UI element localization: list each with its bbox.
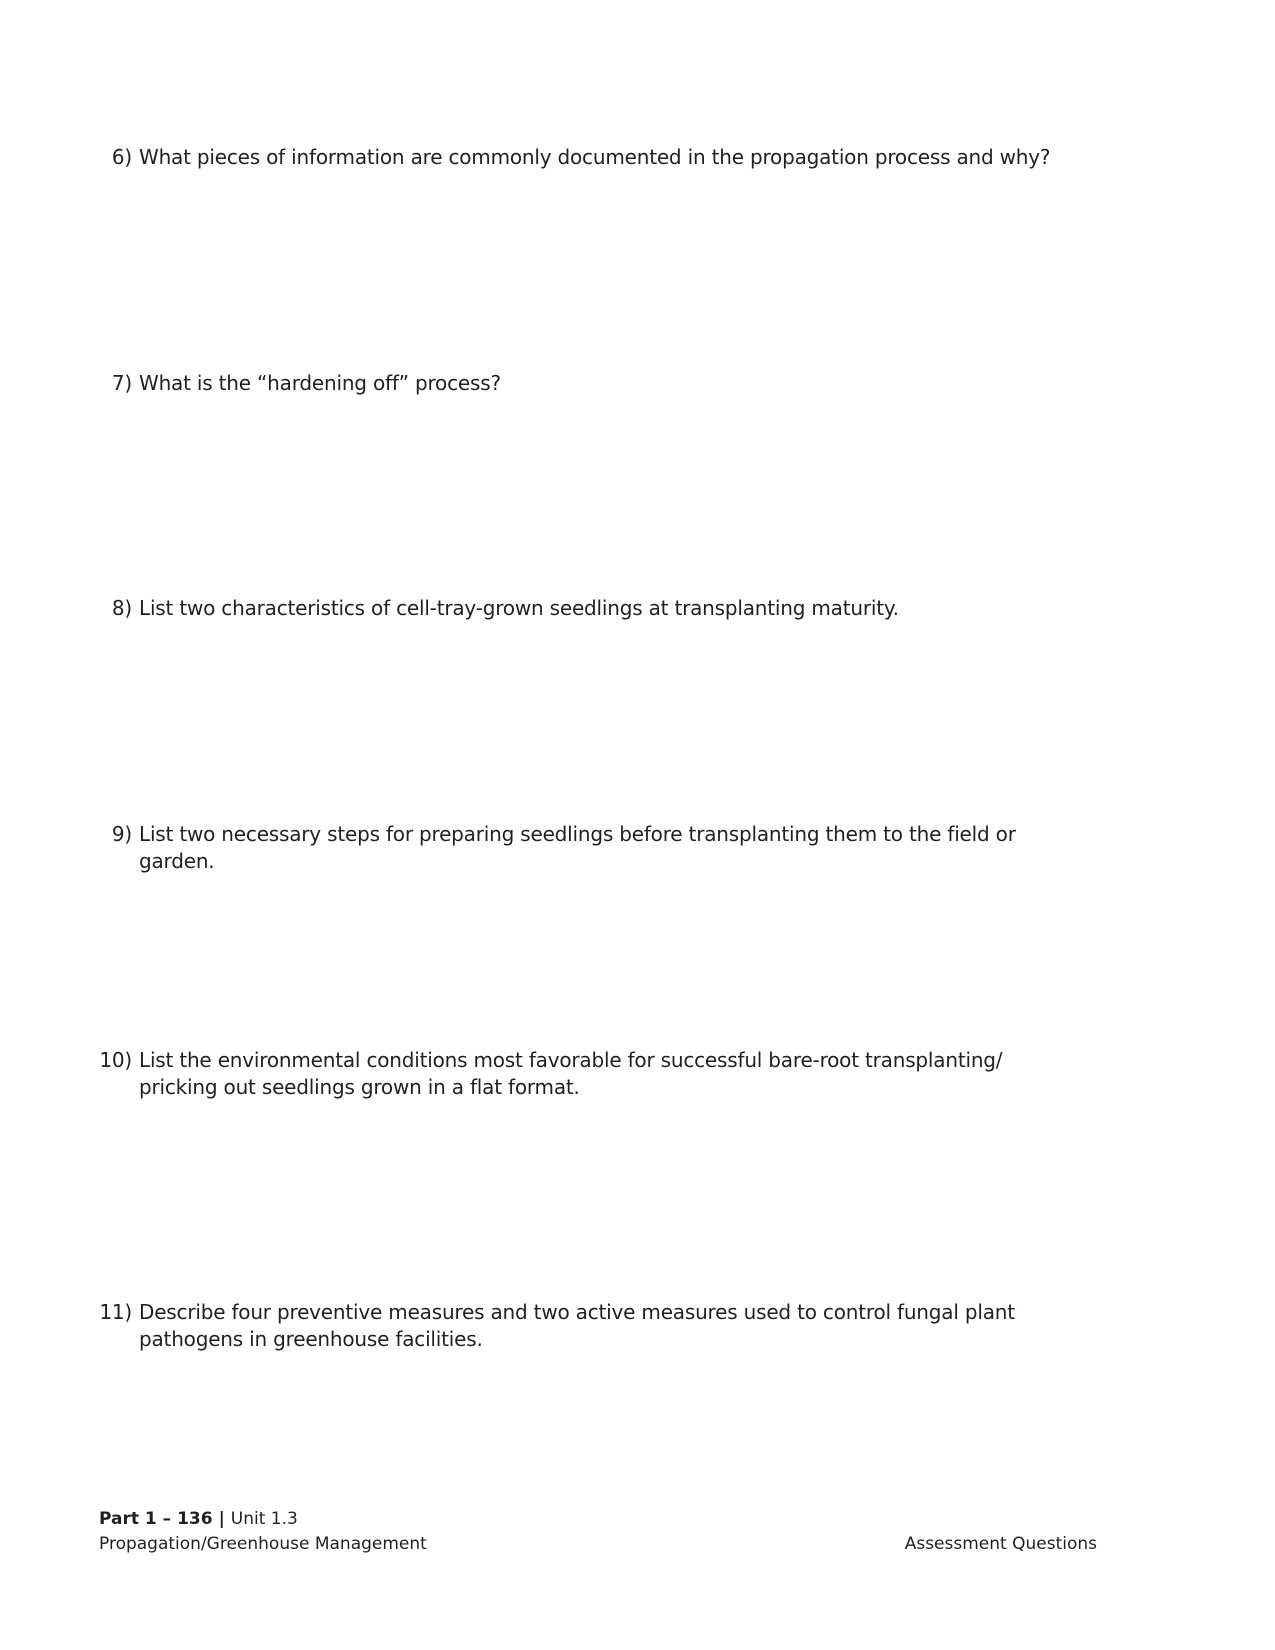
question-11	[90, 1299, 1090, 1353]
question-7	[90, 370, 1090, 397]
question-text: Describe four preventive measures and two active measures used to control fungal plant pathogens in greenhouse facilities.	[139, 1300, 1015, 1351]
question-10	[90, 1047, 1090, 1101]
question-number: 10)	[99, 1048, 132, 1072]
question-number: 7)	[111, 371, 132, 395]
footer-unit: Unit 1.3	[230, 1509, 298, 1529]
question-text: What is the “hardening off” process?	[139, 371, 501, 395]
question-number: 8)	[111, 596, 132, 620]
footer-section: Assessment Questions	[904, 1534, 1097, 1554]
question-6	[90, 144, 1090, 171]
footer-page-line	[99, 1507, 427, 1532]
question-text: List two necessary steps for preparing seedlings before transplanting them to the field or garden.	[139, 822, 1016, 873]
footer-title: Propagation/Greenhouse Management	[99, 1534, 427, 1554]
question-text: List the environmental conditions most favorable for successful bare-root transplanting/ pricking out seedlings grown in a flat format.	[139, 1048, 1003, 1099]
question-number: 6)	[111, 145, 132, 169]
question-text: List two characteristics of cell-tray-grown seedlings at transplanting maturity.	[139, 596, 899, 620]
question-number: 9)	[111, 822, 132, 846]
question-number: 11)	[99, 1300, 132, 1324]
question-9	[90, 821, 1090, 875]
question-text: What pieces of information are commonly documented in the propagation process and why?	[139, 145, 1051, 169]
footer-part-number: Part 1 – 136	[99, 1509, 213, 1529]
page-footer-left	[99, 1507, 427, 1557]
footer-separator: |	[218, 1509, 225, 1529]
question-8	[90, 595, 1090, 622]
